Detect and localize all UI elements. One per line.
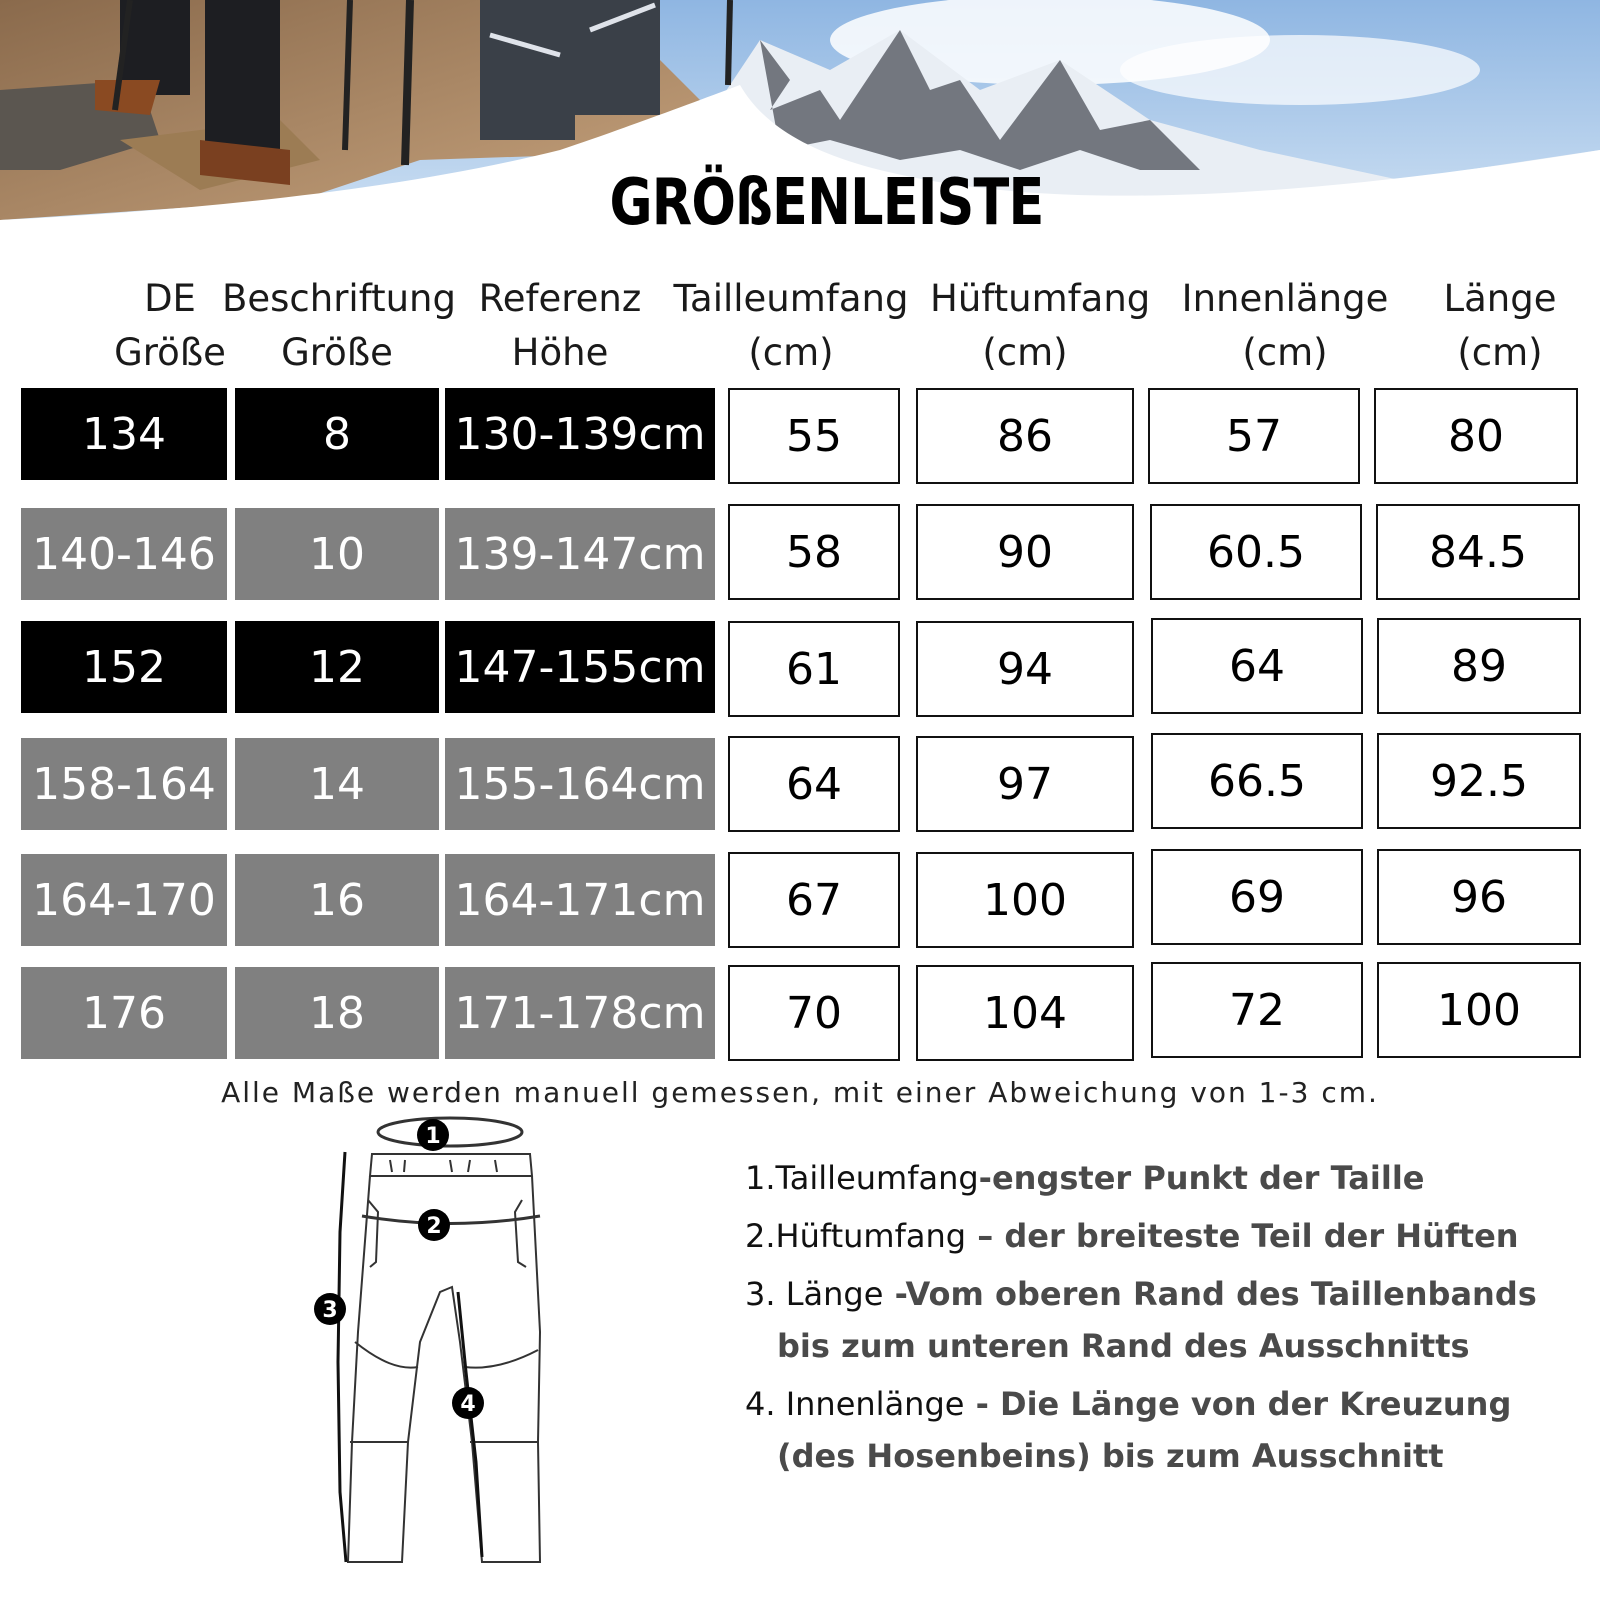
table-cell-length: 89 xyxy=(1377,618,1581,714)
diagram-marker-4: 4 xyxy=(460,1392,476,1417)
table-cell-length: 100 xyxy=(1377,962,1581,1058)
page-title: GRÖßENLEISTE xyxy=(609,166,1044,240)
diagram-marker-2: 2 xyxy=(426,1214,442,1239)
header-waist: Tailleumfang (cm) xyxy=(673,277,909,374)
table-cell-hip: 86 xyxy=(916,388,1134,484)
table-cell-hip: 97 xyxy=(916,736,1134,832)
table-cell-inseam: 60.5 xyxy=(1150,504,1362,600)
legend-number: 1. xyxy=(745,1159,776,1197)
table-cell-height: 139-147cm xyxy=(445,508,715,600)
legend-item-hip xyxy=(745,1216,1565,1256)
table-cell-label-size: 18 xyxy=(235,967,439,1059)
header-de-size: DE Größe xyxy=(114,277,226,374)
diagram-marker-1: 1 xyxy=(425,1124,441,1149)
table-cell-height: 171-178cm xyxy=(445,967,715,1059)
legend-number: 2. xyxy=(745,1217,776,1255)
legend-item-length-continued: bis zum unteren Rand des Ausschnitts xyxy=(777,1327,1470,1365)
pants-outline-icon xyxy=(300,1112,580,1592)
legend-description: – der breiteste Teil der Hüften xyxy=(966,1217,1519,1255)
table-cell-height: 164-171cm xyxy=(445,854,715,946)
table-cell-de-size: 176 xyxy=(21,967,227,1059)
table-cell-de-size: 134 xyxy=(21,388,227,480)
table-cell-waist: 55 xyxy=(728,388,900,484)
table-cell-height: 130-139cm xyxy=(445,388,715,480)
diagram-marker-3: 3 xyxy=(322,1298,338,1323)
table-cell-de-size: 140-146 xyxy=(21,508,227,600)
table-cell-label-size: 8 xyxy=(235,388,439,480)
table-cell-waist: 58 xyxy=(728,504,900,600)
table-cell-de-size: 164-170 xyxy=(21,854,227,946)
table-cell-length: 84.5 xyxy=(1376,504,1580,600)
legend-description: -Vom oberen Rand des Taillenbands xyxy=(883,1275,1537,1313)
table-cell-height: 155-164cm xyxy=(445,738,715,830)
table-cell-inseam: 69 xyxy=(1151,849,1363,945)
legend-term: Tailleumfang xyxy=(775,1159,979,1197)
table-cell-de-size: 152 xyxy=(21,621,227,713)
table-cell-label-size: 12 xyxy=(235,621,439,713)
table-cell-height: 147-155cm xyxy=(445,621,715,713)
table-cell-hip: 100 xyxy=(916,852,1134,948)
table-cell-length: 92.5 xyxy=(1377,733,1581,829)
legend-number: 4. xyxy=(745,1385,786,1423)
header-reference-height: Referenz Höhe xyxy=(478,277,642,374)
header-label-size: Beschriftung Größe xyxy=(222,277,456,374)
legend-item-waist xyxy=(745,1158,1565,1198)
legend-item-length xyxy=(745,1274,1565,1314)
legend-description: - Die Länge von der Kreuzung xyxy=(964,1385,1512,1423)
legend-term: Hüftumfang xyxy=(775,1217,967,1255)
table-cell-waist: 61 xyxy=(728,621,900,717)
measurement-note: Alle Maße werden manuell gemessen, mit einer Abweichung von 1-3 cm. xyxy=(221,1076,1379,1109)
table-cell-label-size: 14 xyxy=(235,738,439,830)
legend-item-inseam xyxy=(745,1384,1565,1424)
legend-term: Innenlänge xyxy=(785,1385,965,1423)
table-cell-length: 96 xyxy=(1377,849,1581,945)
legend-term: Länge xyxy=(785,1275,884,1313)
table-cell-label-size: 10 xyxy=(235,508,439,600)
table-cell-inseam: 66.5 xyxy=(1151,733,1363,829)
table-cell-de-size: 158-164 xyxy=(21,738,227,830)
table-cell-waist: 64 xyxy=(728,736,900,832)
header-length: Länge (cm) xyxy=(1443,277,1557,374)
measurement-legend xyxy=(745,1158,1565,1494)
header-inseam: Innenlänge (cm) xyxy=(1181,277,1389,374)
table-cell-inseam: 72 xyxy=(1151,962,1363,1058)
table-cell-label-size: 16 xyxy=(235,854,439,946)
table-cell-hip: 94 xyxy=(916,621,1134,717)
legend-number: 3. xyxy=(745,1275,786,1313)
header-hip: Hüftumfang (cm) xyxy=(930,277,1151,374)
table-cell-hip: 90 xyxy=(916,504,1134,600)
table-cell-length: 80 xyxy=(1374,388,1578,484)
table-cell-inseam: 64 xyxy=(1151,618,1363,714)
table-cell-hip: 104 xyxy=(916,965,1134,1061)
table-cell-inseam: 57 xyxy=(1148,388,1360,484)
legend-item-inseam-continued: (des Hosenbeins) bis zum Ausschnitt xyxy=(777,1437,1444,1475)
table-cell-waist: 67 xyxy=(728,852,900,948)
legend-description: -engster Punkt der Taille xyxy=(978,1159,1425,1197)
table-cell-waist: 70 xyxy=(728,965,900,1061)
